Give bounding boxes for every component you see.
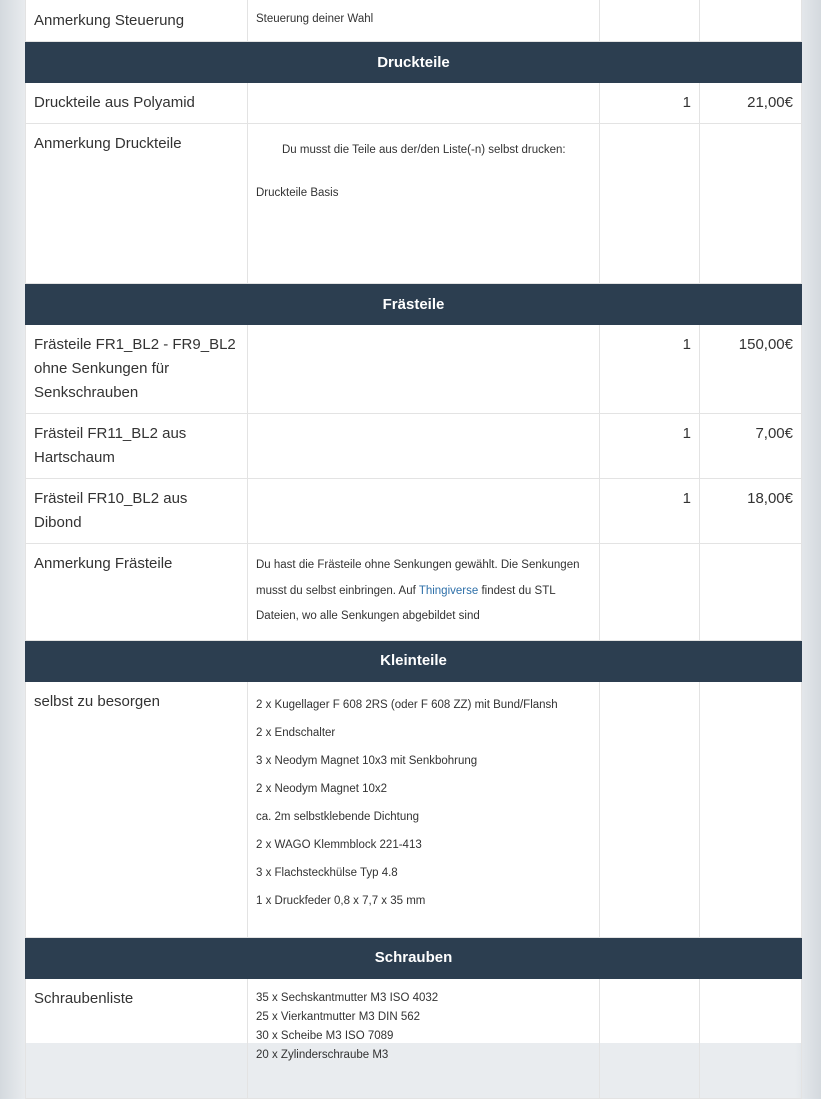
table-row [26,414,802,479]
section-header-fraesteile [26,284,802,325]
order-summary-page [25,0,801,1061]
qty-cell: 1 [600,325,700,414]
row-description [248,414,600,479]
qty-cell: 1 [600,83,700,124]
list-item: 30 x Scheibe M3 ISO 7089 [256,1029,394,1042]
list-item: 1 x Druckfeder 0,8 x 7,7 x 35 mm [256,894,426,907]
qty-cell [600,544,700,641]
thingiverse-link[interactable]: Thingiverse [418,584,479,597]
row-label: Frästeile FR1_BL2 - FR9_BL2 ohne Senkungen für Senkschrauben [26,325,248,414]
list-item: 3 x Neodym Magnet 10x3 mit Senkbohrung [256,754,478,767]
qty-cell [600,681,700,937]
note-line: Druckteile Basis [256,187,339,199]
list-item: 2 x Neodym Magnet 10x2 [256,782,388,795]
price-cell [700,124,802,284]
row-description [248,544,600,641]
table-row [26,83,802,124]
table-row-druckteile-note [26,124,802,284]
note-text: Du hast die Frästeile ohne Senkungen gewählt. Die Senkungen musst du selbst einbringen. Auf [256,559,580,597]
price-cell: 150,00€ [700,325,802,414]
price-cell: 21,00€ [700,83,802,124]
list-item: 3 x Flachsteckhülse Typ 4.8 [256,866,398,879]
price-cell: 18,00€ [700,479,802,544]
price-cell: 7,00€ [700,414,802,479]
row-label: Anmerkung Druckteile [26,124,248,284]
row-description [248,681,600,937]
list-item: 25 x Vierkantmutter M3 DIN 562 [256,1010,421,1023]
row-description [248,325,600,414]
price-cell [700,544,802,641]
section-title: Frästeile [26,284,802,325]
parts-table [25,0,802,1099]
list-item: 2 x WAGO Klemmblock 221-413 [256,838,422,851]
section-header-druckteile [26,42,802,83]
note-text: findest du STL Dateien, wo alle Senkungen abgebildet sind [256,584,556,622]
section-title: Schrauben [26,937,802,978]
row-label: Schraubenliste [26,978,248,1098]
row-description [248,479,600,544]
list-item: 2 x Endschalter [256,726,336,739]
qty-cell [600,978,700,1098]
row-description [248,978,600,1098]
table-row-kleinteile [26,681,802,937]
qty-cell: 1 [600,414,700,479]
table-row-schrauben [26,978,802,1098]
list-item: 20 x Zylinderschraube M3 [256,1048,389,1061]
price-cell [700,681,802,937]
row-description: Steuerung deiner Wahl [248,0,600,42]
row-description [248,124,600,284]
row-label: Frästeil FR10_BL2 aus Dibond [26,479,248,544]
row-label: Druckteile aus Polyamid [26,83,248,124]
list-item: 2 x Kugellager F 608 2RS (oder F 608 ZZ) mit Bund/Flansh [256,698,558,711]
table-row-fraesteile-note [26,544,802,641]
table-row [26,479,802,544]
section-title: Kleinteile [26,640,802,681]
section-title: Druckteile [26,42,802,83]
row-label: Anmerkung Frästeile [26,544,248,641]
row-label: selbst zu besorgen [26,681,248,937]
row-description [248,83,600,124]
price-cell [700,978,802,1098]
row-label: Anmerkung Steuerung [26,0,248,42]
section-header-schrauben [26,937,802,978]
table-row [26,325,802,414]
qty-cell [600,124,700,284]
price-cell [700,0,802,42]
list-item: ca. 2m selbstklebende Dichtung [256,810,420,823]
note-line: Du musst die Teile aus der/den Liste(-n) selbst drucken: [282,144,566,156]
table-row-steuerung-note [26,0,802,42]
list-item: 35 x Sechskantmutter M3 ISO 4032 [256,991,439,1004]
row-label: Frästeil FR11_BL2 aus Hartschaum [26,414,248,479]
qty-cell: 1 [600,479,700,544]
qty-cell [600,0,700,42]
section-header-kleinteile [26,640,802,681]
